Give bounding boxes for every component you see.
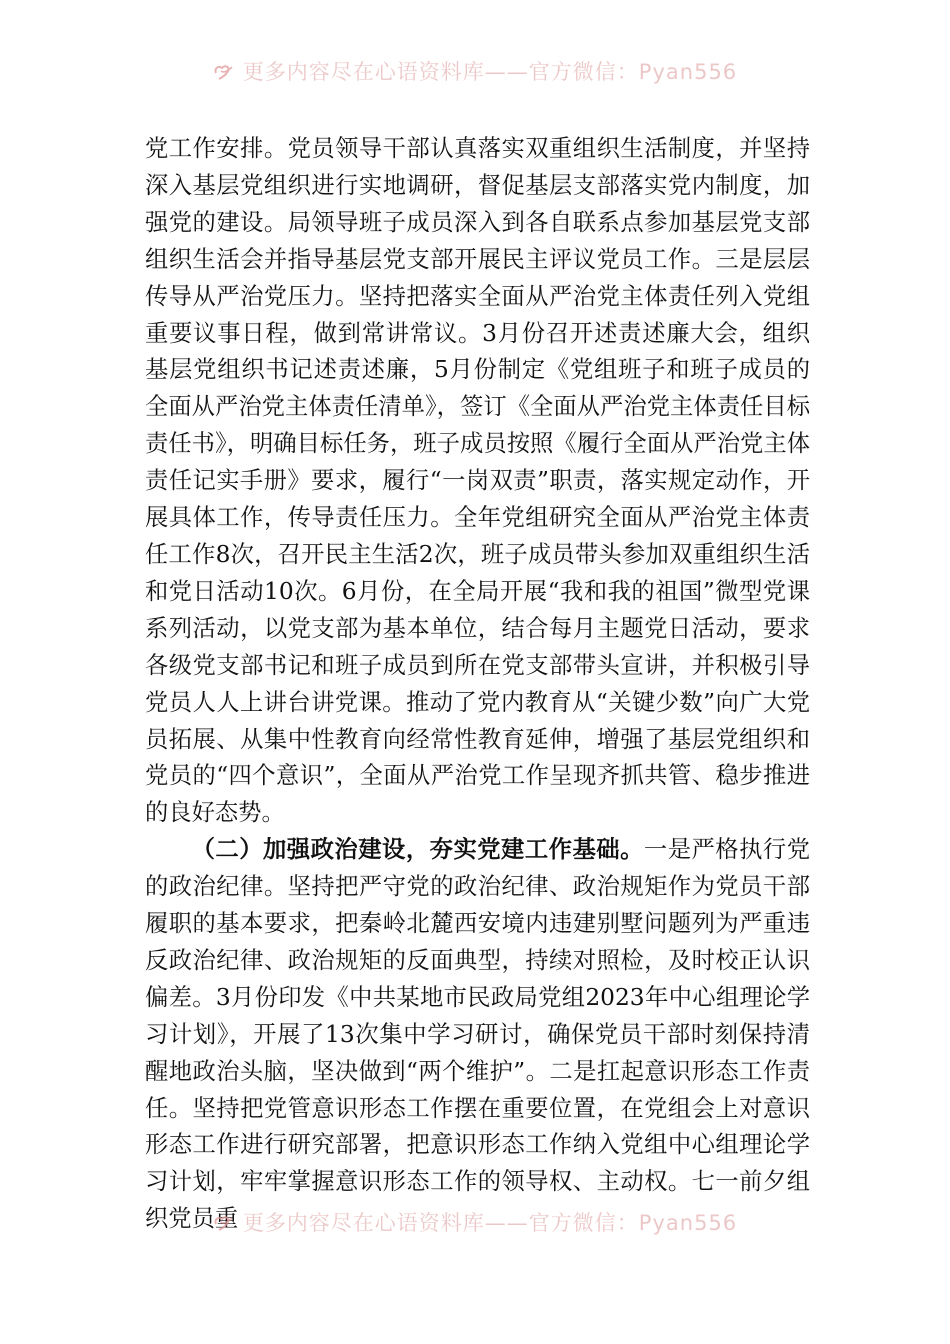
paragraph-2-body: 一是严格执行党的政治纪律。坚持把严守党的政治纪律、政治规矩作为党员干部履职的基本要求，把秦岭北麓西安境内违建别墅问题列为严重违反政治纪律、政治规矩的反面典型，持续对照检，及时校正认识偏差。3月份印发《中共某地市民政局党组2023年中心组理论学习计划》，开展了13次集中学习研讨，确保党员干部时刻保持清醒地政治头脑，坚决做到“两个维护”。二是扛起意识形态工作责任。坚持把党管意识形态工作摆在重要位置，在党组会上对意识形态工作进行研究部署，把意识形态工作纳入党组中心组理论学习计划，牢牢掌握意识形态工作的领导权、主动权。七一前夕组织党员重: [145, 836, 811, 1233]
footer-watermark-text: 更多内容尽在心语资料库——官方微信：Pyan556: [242, 1211, 738, 1235]
header-watermark: [0, 56, 950, 86]
header-watermark-text: 更多内容尽在心语资料库——官方微信：Pyan556: [242, 60, 738, 84]
document-body: [145, 131, 810, 1238]
heart-scribble-logo-icon: [213, 63, 235, 81]
footer-watermark: [0, 1207, 950, 1237]
paragraph-1: 党工作安排。党员领导干部认真落实双重组织生活制度，并坚持深入基层党组织进行实地调研，督促基层支部落实党内制度，加强党的建设。局领导班子成员深入到各自联系点参加基层党支部组织生活会并指导基层党支部开展民主评议党员工作。三是层层传导从严治党压力。坚持把落实全面从严治党主体责任列入党组重要议事日程，做到常讲常议。3月份召开述责述廉大会，组织基层党组织书记述责述廉，5月份制定《党组班子和班子成员的全面从严治党主体责任清单》，签订《全面从严治党主体责任目标责任书》，明确目标任务，班子成员按照《履行全面从严治党主体责任记实手册》要求，履行“一岗双责”职责，落实规定动作，开展具体工作，传导责任压力。全年党组研究全面从严治党主体责任工作8次，召开民主生活2次，班子成员带头参加双重组织生活和党日活动10次。6月份，在全局开展“我和我的祖国”微型党课系列活动，以党支部为基本单位，结合每月主题党日活动，要求各级党支部书记和班子成员到所在党支部带头宣讲，并积极引导党员人人上讲台讲党课。推动了党内教育从“关键少数”向广大党员拓展、从集中性教育向经常性教育延伸，增强了基层党组织和党员的“四个意识”，全面从严治党工作呈现齐抓共管、稳步推进的良好态势。: [145, 135, 810, 827]
paragraph-2: [145, 832, 810, 1238]
section-heading-2: （二）加强政治建设，夯实党建工作基础。: [191, 836, 644, 864]
heart-scribble-logo-icon: [213, 1214, 235, 1232]
